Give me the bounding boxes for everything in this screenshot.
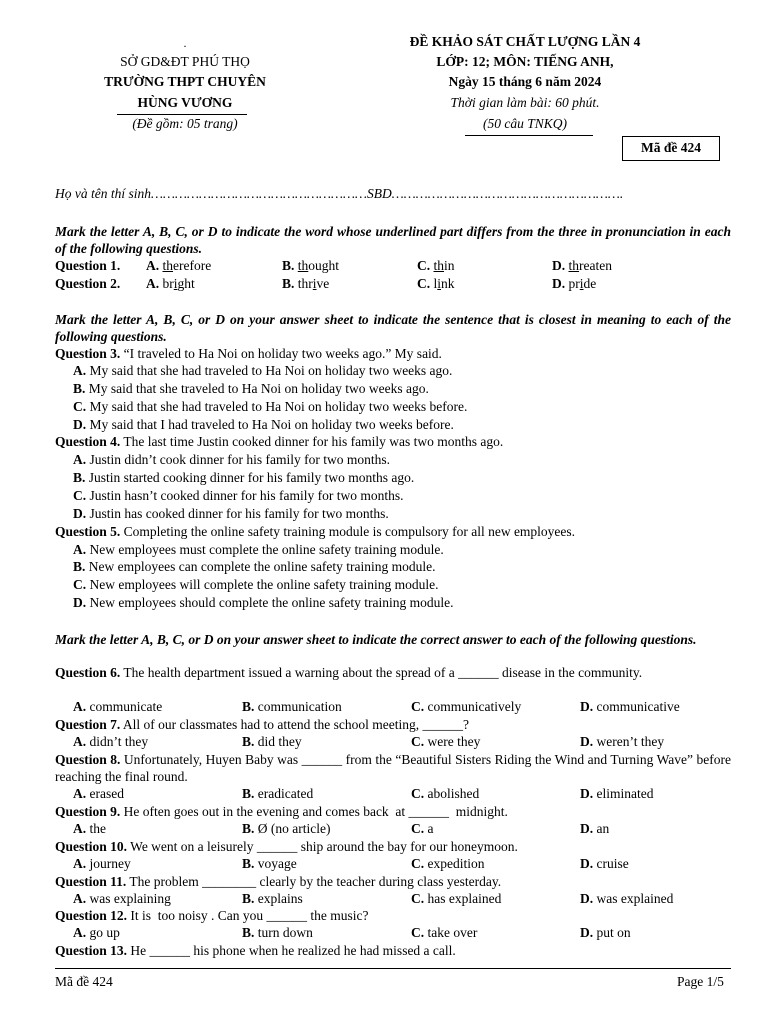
- option-b[interactable]: B. turn down: [242, 925, 313, 940]
- option-b[interactable]: B. My said that she traveled to Ha Noi on holiday two weeks ago.: [73, 381, 429, 396]
- header-underline: [465, 135, 593, 136]
- option-a[interactable]: A. erased: [73, 786, 124, 801]
- question-label: Question 1.: [55, 258, 121, 273]
- header-dot: .: [183, 36, 187, 50]
- option-d[interactable]: D. My said that I had traveled to Ha Noi on holiday two weeks before.: [73, 417, 454, 432]
- option-d[interactable]: D. an: [580, 821, 610, 836]
- option-a[interactable]: A. was explaining: [73, 891, 171, 906]
- option-c[interactable]: C. abolished: [411, 786, 480, 801]
- option-a[interactable]: A. therefore: [146, 258, 212, 273]
- option-b[interactable]: B. thrive: [282, 276, 330, 291]
- option-d[interactable]: D. eliminated: [580, 786, 654, 801]
- option-c[interactable]: C. New employees will complete the online safety training module.: [73, 577, 439, 592]
- option-a[interactable]: A. the: [73, 821, 106, 836]
- question-stem: Question 8. Unfortunately, Huyen Baby was ______ from the “Beautiful Sisters Riding the Wind and Turning Wave” before reaching the final round.: [55, 752, 732, 784]
- question-count: (50 câu TNKQ): [483, 116, 567, 131]
- question-stem: Question 4. The last time Justin cooked dinner for his family was two months ago.: [55, 434, 504, 449]
- option-c[interactable]: C. a: [411, 821, 434, 836]
- option-b[interactable]: B. eradicated: [242, 786, 314, 801]
- option-c[interactable]: C. communicatively: [411, 699, 522, 714]
- question-stem: Question 9. He often goes out in the evening and comes back at ______ midnight.: [55, 804, 508, 819]
- option-d[interactable]: D. cruise: [580, 856, 629, 871]
- option-d[interactable]: D. New employees should complete the online safety training module.: [73, 595, 454, 610]
- question-stem: Question 12. It is too noisy . Can you ______ the music?: [55, 908, 369, 923]
- grade-subject: LỚP: 12; MÔN: TIẾNG ANH,: [436, 54, 614, 69]
- option-a[interactable]: A. My said that she had traveled to Ha Noi on holiday two weeks ago.: [73, 363, 453, 378]
- option-a[interactable]: A. bright: [146, 276, 195, 291]
- footer-divider: [55, 968, 731, 969]
- question-stem: Question 5. Completing the online safety training module is compulsory for all new employees.: [55, 524, 576, 539]
- option-c[interactable]: C. link: [417, 276, 455, 291]
- option-d[interactable]: D. pride: [552, 276, 597, 291]
- option-b[interactable]: B. thought: [282, 258, 340, 273]
- option-d[interactable]: D. Justin has cooked dinner for his family for two months.: [73, 506, 389, 521]
- exam-code-box: Mã đề 424: [622, 136, 720, 161]
- option-a[interactable]: A. journey: [73, 856, 131, 871]
- school-name-line2: HÙNG VƯƠNG: [137, 95, 233, 110]
- school-name-line1: TRƯỜNG THPT CHUYÊN: [104, 74, 266, 89]
- option-c[interactable]: C. take over: [411, 925, 478, 940]
- option-d[interactable]: D. weren’t they: [580, 734, 665, 749]
- option-c[interactable]: C. expedition: [411, 856, 485, 871]
- option-d[interactable]: D. threaten: [552, 258, 612, 273]
- option-c[interactable]: C. has explained: [411, 891, 502, 906]
- page-count: (Đề gồm: 05 trang): [132, 116, 238, 131]
- option-c[interactable]: C. My said that she had traveled to Ha Noi on holiday two weeks before.: [73, 399, 468, 414]
- option-d[interactable]: D. communicative: [580, 699, 680, 714]
- question-label: Question 2.: [55, 276, 121, 291]
- question-stem: Question 6. The health department issued a warning about the spread of a ______ disease in the community.: [55, 665, 643, 680]
- option-d[interactable]: D. was explained: [580, 891, 674, 906]
- section-instruction-2: Mark the letter A, B, C, or D on your answer sheet to indicate the sentence that is closest in meaning to each of the following questions.: [55, 312, 731, 344]
- question-stem: Question 10. We went on a leisurely ______ ship around the bay for our honeymoon.: [55, 839, 518, 854]
- option-b[interactable]: B. communication: [242, 699, 342, 714]
- footer-page-number: Page 1/5: [677, 974, 724, 989]
- option-c[interactable]: C. Justin hasn’t cooked dinner for his family for two months.: [73, 488, 404, 503]
- option-d[interactable]: D. put on: [580, 925, 631, 940]
- option-a[interactable]: A. communicate: [73, 699, 163, 714]
- option-b[interactable]: B. Ø (no article): [242, 821, 331, 836]
- exam-title: ĐỀ KHẢO SÁT CHẤT LƯỢNG LẦN 4: [409, 34, 641, 49]
- option-b[interactable]: B. voyage: [242, 856, 297, 871]
- department-name: SỞ GD&ĐT PHÚ THỌ: [120, 54, 250, 69]
- option-c[interactable]: C. thin: [417, 258, 455, 273]
- option-b[interactable]: B. explains: [242, 891, 303, 906]
- option-b[interactable]: B. New employees can complete the online safety training module.: [73, 559, 436, 574]
- exam-date: Ngày 15 tháng 6 năm 2024: [448, 74, 602, 89]
- section-instruction-3: Mark the letter A, B, C, or D on your answer sheet to indicate the correct answer to each of the following questions.: [55, 632, 697, 647]
- option-b[interactable]: B. Justin started cooking dinner for his family two months ago.: [73, 470, 415, 485]
- option-c[interactable]: C. were they: [411, 734, 481, 749]
- school-underline: [117, 114, 247, 115]
- option-a[interactable]: A. New employees must complete the online safety training module.: [73, 542, 444, 557]
- question-stem: Question 7. All of our classmates had to attend the school meeting, ______?: [55, 717, 469, 732]
- option-a[interactable]: A. didn’t they: [73, 734, 149, 749]
- option-a[interactable]: A. go up: [73, 925, 120, 940]
- footer-exam-code: Mã đề 424: [55, 974, 113, 989]
- question-stem: Question 13. He ______ his phone when he realized he had missed a call.: [55, 943, 456, 958]
- candidate-info-line: Họ và tên thí sinh………………………………………………SBD………………………………………………….: [55, 186, 624, 201]
- option-a[interactable]: A. Justin didn’t cook dinner for his family for two months.: [73, 452, 390, 467]
- question-stem: Question 11. The problem ________ clearly by the teacher during class yesterday.: [55, 874, 502, 889]
- question-stem: Question 3. “I traveled to Ha Noi on holiday two weeks ago.” My said.: [55, 346, 442, 361]
- option-b[interactable]: B. did they: [242, 734, 302, 749]
- section-instruction-1: Mark the letter A, B, C, or D to indicate the word whose underlined part differs from the three in pronunciation in each of the following questions.: [55, 224, 731, 256]
- exam-time: Thời gian làm bài: 60 phút.: [450, 95, 600, 110]
